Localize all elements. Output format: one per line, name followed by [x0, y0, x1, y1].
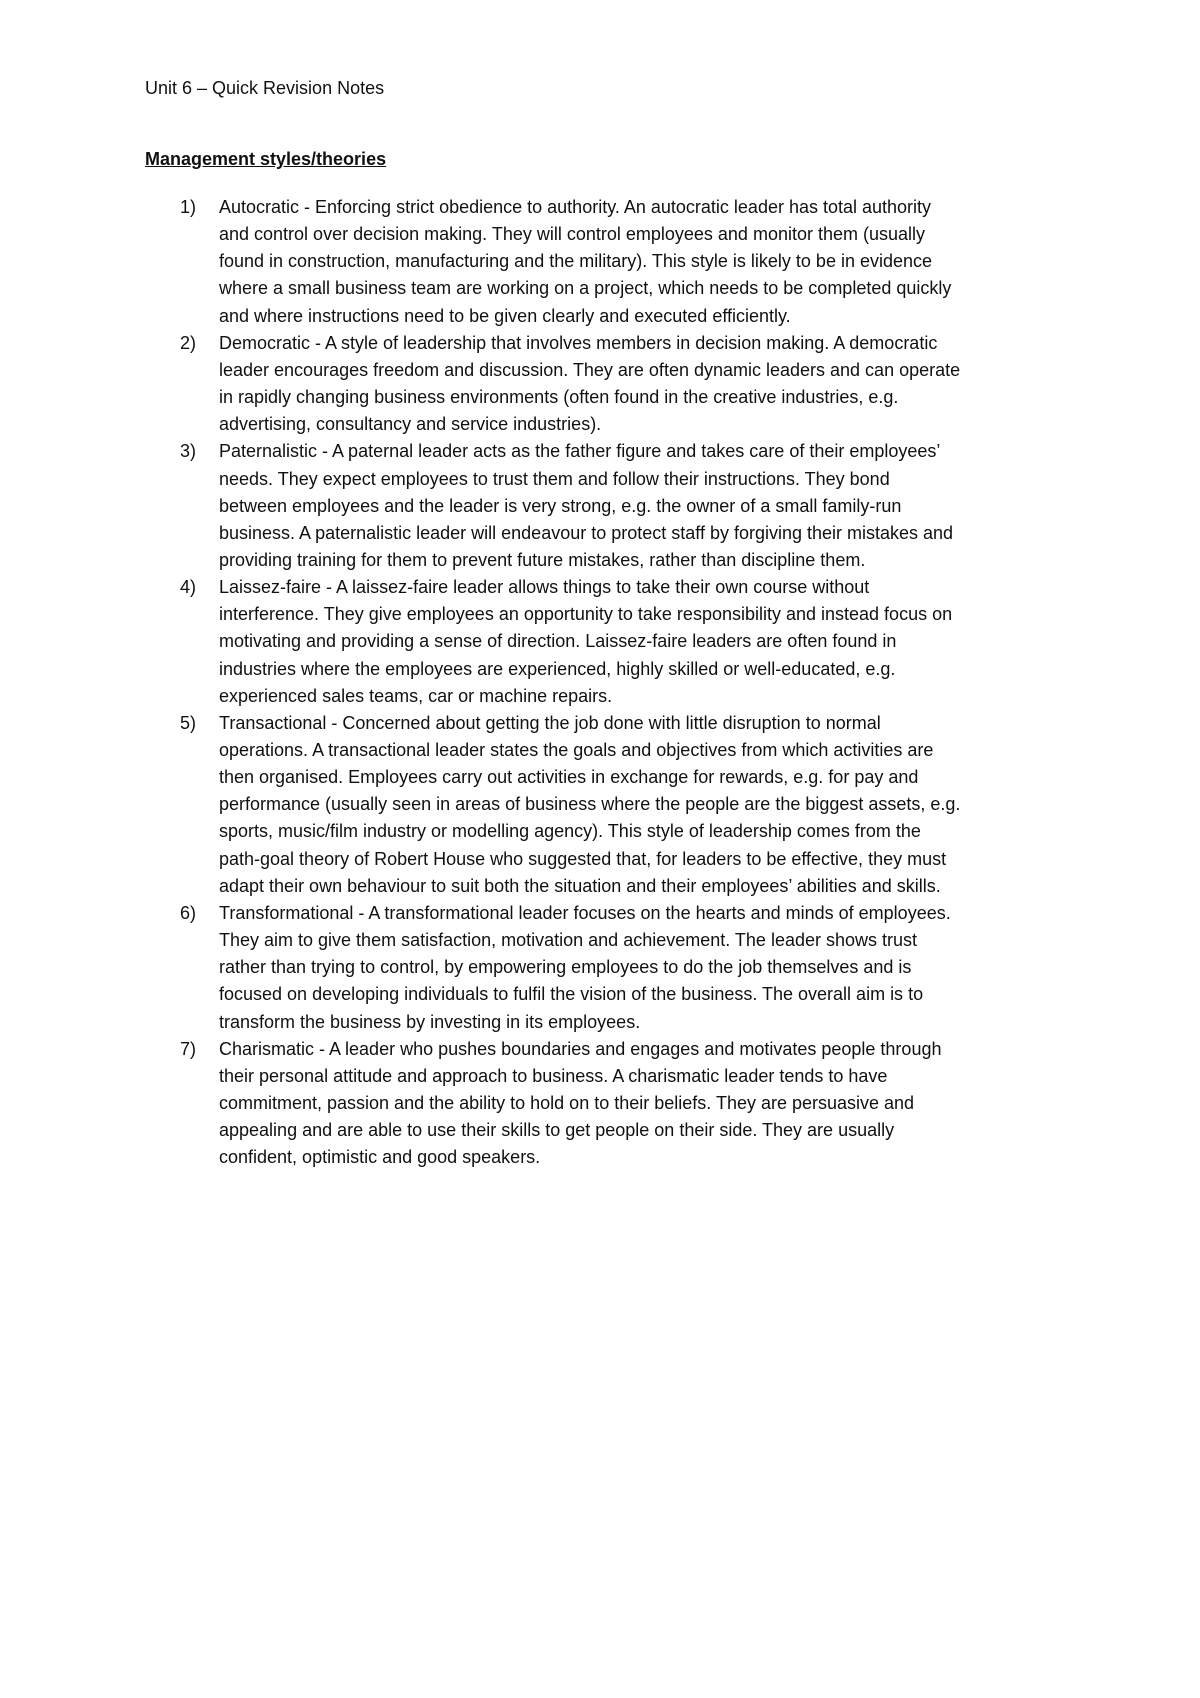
list-item-text-line: interference. They give employees an opportunity to take responsibility and instead focus on [219, 604, 953, 625]
list-item-text-line: providing training for them to prevent future mistakes, rather than discipline them. [219, 549, 866, 570]
list-item-text-line: and where instructions need to be given clearly and executed efficiently. [219, 305, 791, 326]
list-item-text-line: Transformational - A transformational leader focuses on the hearts and minds of employees. [219, 902, 951, 923]
list-item-text-line: then organised. Employees carry out activities in exchange for rewards, e.g. for pay and [219, 767, 919, 788]
list-item-text-line: between employees and the leader is very strong, e.g. the owner of a small family-run [219, 495, 902, 516]
list-item-text-line: appealing and are able to use their skills to get people on their side. They are usually [219, 1120, 895, 1141]
list-item-text-line: needs. They expect employees to trust them and follow their instructions. They bond [219, 468, 890, 489]
section-title: Management styles/theories [145, 149, 387, 169]
list-item-number: 4) [180, 577, 197, 598]
list-item-text-line: Paternalistic - A paternal leader acts as the father figure and takes care of their employees’ [219, 441, 941, 462]
list-item-text-line: confident, optimistic and good speakers. [219, 1147, 541, 1168]
list-item-text-line: adapt their own behaviour to suit both the situation and their employees’ abilities and skills. [219, 875, 941, 896]
list-item-number: 5) [180, 712, 197, 733]
list-item-text-line: Charismatic - A leader who pushes boundaries and engages and motivates people through [219, 1038, 942, 1059]
list-item-text-line: They aim to give them satisfaction, motivation and achievement. The leader shows trust [219, 930, 918, 951]
list-item-text-line: advertising, consultancy and service industries). [219, 414, 602, 435]
document-header: Unit 6 – Quick Revision Notes [145, 78, 385, 98]
list-item-text-line: sports, music/film industry or modelling agency). This style of leadership comes from the [219, 821, 921, 842]
list-item-text-line: focused on developing individuals to fulfil the vision of the business. The overall aim is to [219, 984, 924, 1005]
list-item-text-line: in rapidly changing business environments (often found in the creative industries, e.g. [219, 387, 899, 408]
list-item-text-line: commitment, passion and the ability to hold on to their beliefs. They are persuasive and [219, 1092, 915, 1113]
list-item-number: 2) [180, 332, 197, 353]
list-item-text-line: performance (usually seen in areas of business where the people are the biggest assets, e.g. [219, 794, 961, 815]
list-item-text-line: and control over decision making. They will control employees and monitor them (usually [219, 224, 926, 245]
list-item-number: 1) [180, 197, 197, 217]
list-item-text-line: Laissez-faire - A laissez-faire leader allows things to take their own course without [219, 577, 870, 598]
list-item-text-line: Autocratic - Enforcing strict obedience to authority. An autocratic leader has total authority [219, 197, 932, 217]
list-item-text-line: found in construction, manufacturing and the military). This style is likely to be in evidence [219, 251, 933, 272]
list-item-text-line: where a small business team are working on a project, which needs to be completed quickly [219, 278, 952, 299]
list-item-text-line: operations. A transactional leader states the goals and objectives from which activities are [219, 740, 934, 760]
list-item-text-line: business. A paternalistic leader will endeavour to protect staff by forgiving their mistakes and [219, 522, 954, 543]
list-item-number: 6) [180, 902, 197, 923]
list-item-text-line: rather than trying to control, by empowering employees to do the job themselves and is [219, 957, 912, 978]
list-item-number: 7) [180, 1038, 197, 1059]
list-item-text-line: path-goal theory of Robert House who suggested that, for leaders to be effective, they must [219, 848, 947, 869]
list-item-text-line: industries where the employees are experienced, highly skilled or well-educated, e.g. [219, 658, 896, 679]
list-item-text-line: experienced sales teams, car or machine repairs. [219, 685, 613, 706]
list-item-text-line: leader encourages freedom and discussion. They are often dynamic leaders and can operate [219, 359, 961, 380]
list-item-text-line: Transactional - Concerned about getting the job done with little disruption to normal [219, 712, 881, 733]
list-item-text-line: transform the business by investing in its employees. [219, 1011, 641, 1032]
list-item-text-line: motivating and providing a sense of direction. Laissez-faire leaders are often found in [219, 631, 897, 652]
list-item-text-line: their personal attitude and approach to business. A charismatic leader tends to have [219, 1065, 888, 1086]
list-item-text-line: Democratic - A style of leadership that involves members in decision making. A democratic [219, 332, 938, 353]
list-item-number: 3) [180, 441, 197, 462]
